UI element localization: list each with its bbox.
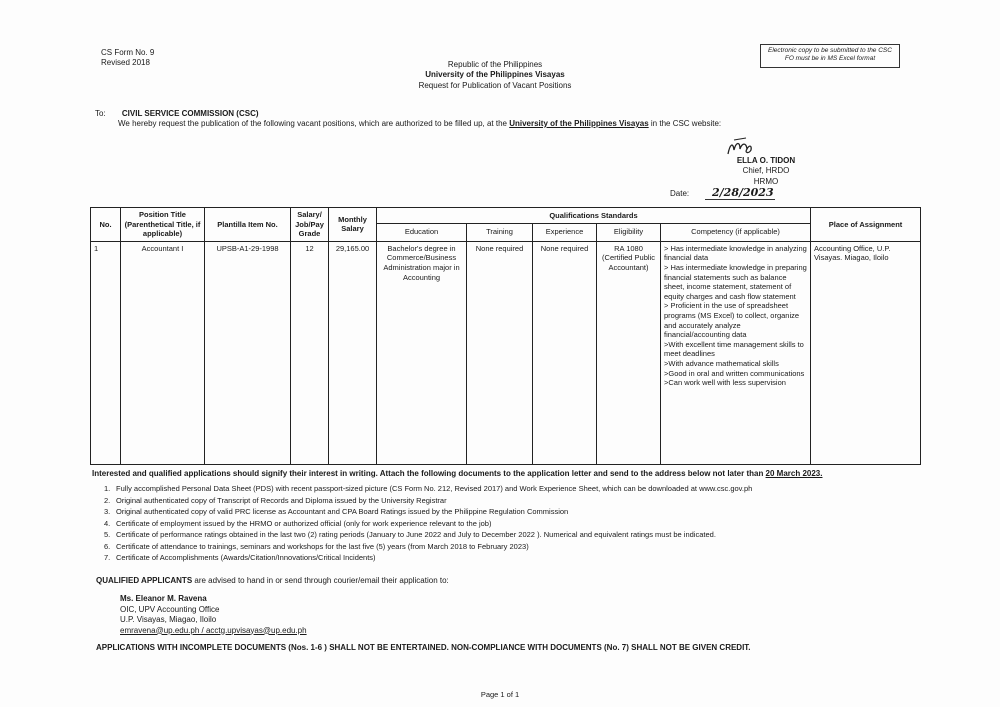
request-org: University of the Philippines Visayas [509, 119, 649, 128]
header-republic: Republic of the Philippines [447, 60, 543, 69]
addressee-line [95, 109, 259, 119]
form-revised: Revised 2018 [101, 58, 150, 68]
request-statement: We hereby request the publication of the following vacant positions, which are authorized to be filled up, at the University of the Philippines Visayas in the CSC website: [118, 119, 722, 128]
header-eligibility: Eligibility [597, 223, 661, 241]
competency-item: >Can work well with less supervision [664, 378, 786, 388]
header-position: Position Title (Parenthetical Title, if applicable) [121, 208, 205, 242]
header-monthly-salary: Monthly Salary [329, 208, 377, 242]
competency-item: >With excellent time management skills to meet deadlines [664, 339, 804, 359]
list-item: 7. Certificate of Accomplishments (Awards/Citation/Innovations/Critical Incidents) [104, 553, 376, 562]
page-number: Page 1 of 1 [480, 690, 520, 699]
header-university: University of the Philippines Visayas [425, 70, 565, 80]
qualified-applicants-note: QUALIFIED APPLICANTS are advised to hand in or send through courier/email their application to: [96, 576, 449, 585]
contact-block [120, 594, 307, 636]
header-experience: Experience [533, 223, 597, 241]
signatory-title: Chief, HRDO [742, 166, 790, 176]
signature-icon [700, 136, 780, 158]
competency-item: >With advance mathematical skills [664, 358, 779, 368]
contact-name: Ms. Eleanor M. Ravena [120, 594, 207, 603]
list-item: 6. Certificate of attendance to trainings, seminars and workshops for the last five (5) years (from March 2018 to February 2023) [104, 541, 529, 551]
noncompliance-notice: APPLICATIONS WITH INCOMPLETE DOCUMENTS (Nos. 1-6 ) SHALL NOT BE ENTERTAINED. NON-COMPLIANCE WITH DOCUMENTS (No. 7) SHALL NOT BE GIVEN CREDIT. [96, 643, 751, 652]
cell-experience: None required [533, 241, 597, 464]
header-competency: Competency (if applicable) [661, 223, 811, 241]
signatory-block [726, 156, 806, 187]
list-item: 1. Fully accomplished Personal Data Sheet (PDS) with recent passport-sized picture (CS Form No. 212, Revised 2017) and Work Experience Sheet, which can be downloaded at www.csc.gov.ph [104, 484, 753, 493]
competency-item: >Good in oral and written communications [664, 368, 805, 378]
cell-position: Accountant I [121, 241, 205, 464]
header-assignment: Place of Assignment [811, 208, 921, 242]
electronic-copy-note: Electronic copy to be submitted to the CSC FO must be in MS Excel format [760, 44, 900, 68]
signatory-name: ELLA O. TIDON [736, 156, 796, 165]
date-value: 2/28/2023 [712, 186, 774, 199]
list-item: 3. Original authenticated copy of valid PRC license as Accountant and CPA Board Ratings issued by the Philippine Regulation Commission [104, 507, 569, 516]
cell-competency [661, 241, 811, 464]
list-item: 2. Original authenticated copy of Transcript of Records and Diploma issued by the University Registrar [104, 495, 447, 505]
header-education: Education [377, 223, 467, 241]
header-salary-grade: Salary/ Job/Pay Grade [291, 208, 329, 242]
cell-assignment: Accounting Office, U.P. Visayas. Miagao, Iloilo [811, 241, 921, 464]
addressee-commission: CIVIL SERVICE COMMISSION (CSC) [121, 109, 259, 118]
date-underline [705, 199, 775, 200]
to-label: To: [95, 109, 106, 118]
header-qualifications: Qualifications Standards [377, 208, 811, 224]
competency-item: > Proficient in the use of spreadsheet programs (MS Excel) to collect, organize and accurately analyze financial/accounting data [664, 301, 800, 340]
header-plantilla: Plantilla Item No. [205, 208, 291, 242]
competency-item: > Has intermediate knowledge in analyzing financial data [664, 243, 807, 263]
requirements-list [104, 484, 924, 565]
cell-education: Bachelor's degree in Commerce/Business Administration major in Accounting [377, 241, 467, 464]
header-no: No. [91, 208, 121, 242]
cell-grade: 12 [291, 241, 329, 464]
form-number-block [101, 48, 154, 69]
document-header [380, 60, 610, 91]
list-item: 4. Certificate of employment issued by the HRMO or authorized official (only for work experience relevant to the job) [104, 518, 492, 528]
signatory-office: HRMO [753, 176, 779, 186]
header-title: Request for Publication of Vacant Positions [418, 80, 572, 90]
cell-plantilla: UPSB-A1-29-1998 [205, 241, 291, 464]
table-row [91, 241, 921, 464]
form-number: CS Form No. 9 [101, 48, 155, 57]
contact-address: U.P. Visayas, Miagao, Iloilo [120, 615, 217, 624]
competency-item: > Has intermediate knowledge in preparing financial statements such as balance sheet, income statement, statement of equity charges and cash flow statement [664, 262, 807, 301]
cell-no: 1 [91, 241, 121, 464]
cell-training: None required [467, 241, 533, 464]
cell-salary: 29,165.00 [329, 241, 377, 464]
list-item: 5. Certificate of performance ratings obtained in the last two (2) rating periods (January to June 2022 and July to December 2022 ). Numerical and equivalent ratings must be indicated. [104, 530, 716, 539]
instructions-intro: Interested and qualified applications should signify their interest in writing. Attach the following documents to the application letter and send to the address below not later than 20 March 2023. [92, 469, 823, 478]
deadline: 20 March 2023. [765, 469, 823, 478]
cell-eligibility: RA 1080 (Certified Public Accountant) [597, 241, 661, 464]
date-label: Date: [670, 189, 690, 198]
contact-office: OIC, UPV Accounting Office [120, 604, 220, 614]
header-training: Training [467, 223, 533, 241]
vacant-positions-table [90, 207, 921, 465]
contact-email: emravena@up.edu.ph / acctg.upvisayas@up.edu.ph [120, 625, 307, 635]
